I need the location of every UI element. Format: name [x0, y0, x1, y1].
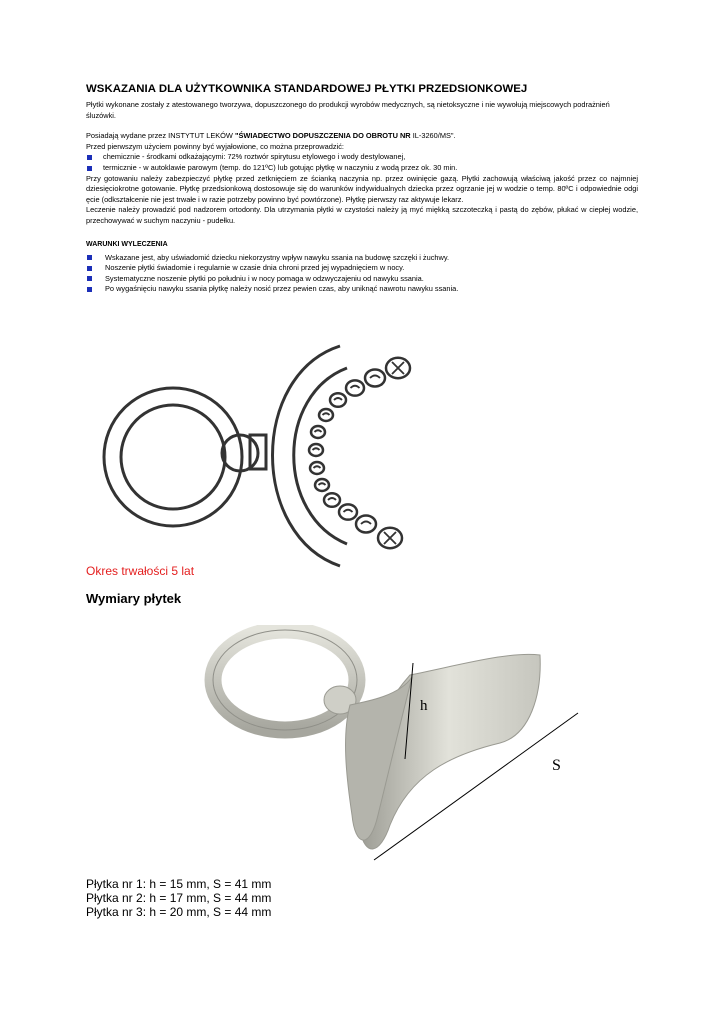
- tooth: [365, 370, 385, 387]
- list-item: Systematyczne noszenie płytki po południu i w nocy pomaga w odzwyczajeniu od nawyku ssania.: [86, 274, 638, 285]
- h-label: h: [420, 698, 428, 714]
- list-item: chemicznie - środkami odkażającymi: 72% roztwór spirytusu etylowego i wody destylowanej,: [86, 152, 638, 163]
- square-bullet-icon: [87, 166, 92, 171]
- boiling-paragraph: Przy gotowaniu należy zabezpieczyć płytkę przed zetknięciem ze ścianką naczynia np. przez owinięcie gazą. Płytki zachowują właściwą jakość przez co najmniej dziesięciokrotne gotowanie. Płytkę przedsionkową dostosowuje się do warunków indywidualnych dziecka przez ogrzanie jej w wodzie o temp. 80ºC i odpowiednie odgi ęcie (odkształcenie nie jest trwałe i w razie potrzeby powinno być powtórzone). Płytkę pierwszy raz aktywuje lekarz.: [86, 173, 638, 204]
- square-bullet-icon: [87, 255, 92, 260]
- square-bullet-icon: [87, 276, 92, 281]
- plate-dimension-row: Płytka nr 1: h = 15 mm, S = 41 mm: [86, 877, 272, 891]
- s-label: S: [552, 757, 561, 774]
- care-paragraph: Leczenie należy prowadzić pod nadzorem ortodonty. Dla utrzymania płytki w czystości należy ją myć miękką szczoteczką i pastą do zębów, płukać w ciepłej wodzie, przechowywać w suchym naczyniu - pudełku.: [86, 205, 638, 225]
- conditions-section: [86, 240, 638, 295]
- list-item: Noszenie płytki świadomie i regularnie w czasie dnia chroni przed jej wypadnięciem w nocy.: [86, 263, 638, 274]
- tooth: [330, 393, 346, 407]
- tooth: [324, 493, 340, 507]
- tooth: [346, 380, 364, 395]
- tooth: [310, 462, 324, 474]
- square-bullet-icon: [87, 155, 92, 160]
- teeth-arch: [309, 358, 410, 548]
- intro-paragraph: Płytki wykonane zostały z atestowanego tworzywa, dopuszczonego do produkcji wyrobów medycznych, są nietoksyczne i nie wywołują miejscowych podrażnień śluzówki.: [86, 100, 610, 120]
- list-item: Po wygaśnięciu nawyku ssania płytkę należy nosić przez pewien czas, aby uniknąć nawrotu nawyku ssania.: [86, 284, 638, 295]
- plate-dimension-row: Płytka nr 3: h = 20 mm, S = 44 mm: [86, 905, 272, 919]
- tooth: [319, 409, 333, 421]
- ring-inner: [121, 405, 225, 509]
- shelf-life: Okres trwałości 5 lat: [86, 564, 195, 578]
- tooth: [339, 504, 357, 519]
- tooth: [311, 426, 325, 438]
- plate-photo: [200, 625, 580, 875]
- conditions-title: WARUNKI WYLECZENIA: [86, 241, 168, 248]
- square-bullet-icon: [87, 287, 92, 292]
- plate-diagram: [100, 340, 420, 570]
- tooth: [356, 516, 376, 533]
- dimensions-title: Wymiary płytek: [86, 591, 182, 606]
- square-bullet-icon: [87, 266, 92, 271]
- instructions-text: [86, 100, 638, 227]
- page-title: WSKAZANIA DLA UŻYTKOWNIKA STANDARDOWEJ PŁYTKI PRZEDSIONKOWEJ: [86, 83, 528, 95]
- plate-dimension-row: Płytka nr 2: h = 17 mm, S = 44 mm: [86, 891, 272, 905]
- list-item: Wskazane jest, aby uświadomić dziecku niekorzystny wpływ nawyku ssania na budowę szczęki i żuchwy.: [86, 253, 638, 264]
- disinfection-intro: Przed pierwszym użyciem powinny być wyjałowione, co można przeprowadzić:: [86, 141, 344, 151]
- tooth: [315, 479, 329, 491]
- photo-ring: [213, 630, 357, 730]
- plate-dimensions: [86, 877, 271, 919]
- certificate-paragraph: Posiadają wydane przez INSTYTUT LEKÓW "ŚWIADECTWO DOPUSZCZENIA DO OBROTU NR IL-3260/MS".: [86, 131, 456, 141]
- list-item: termicznie - w autoklawie parowym (temp. do 121ºC) lub gotując płytkę w naczyniu z wodą przez ok. 30 min.: [86, 163, 638, 174]
- tooth: [309, 444, 323, 456]
